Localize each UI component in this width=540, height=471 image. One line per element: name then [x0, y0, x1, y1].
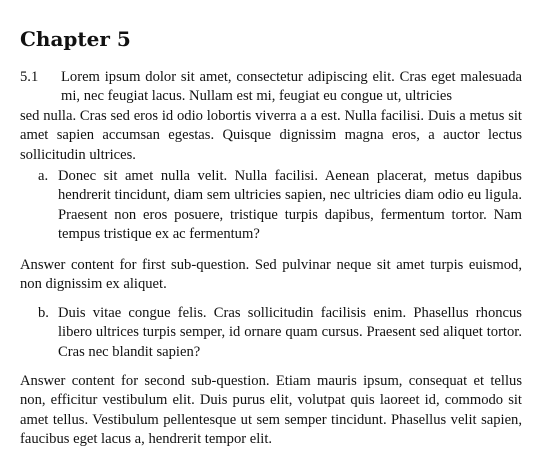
answer-paragraph-a: Answer content for first sub-question. Sed pulvinar neque sit amet turpis euismod, non dignissim ex aliquet.: [20, 257, 522, 293]
question-first-text: Lorem ipsum dolor sit amet, consectetur adipiscing elit. Cras eget malesuada mi, nec feugiat lacus. Nullam est mi, feugiat eu congue ut, ultricies: [61, 69, 522, 105]
subquestion-a: [38, 167, 522, 245]
question-5-1: [20, 68, 522, 165]
subquestion-text: Duis vitae congue felis. Cras sollicitudin facilisis enim. Phasellus rhoncus libero ultrices turpis semper, id ornare quam cursus. Praesent sed aliquet tortor. Cras nec blandit sapien?: [58, 305, 522, 360]
answer-paragraph-b: Answer content for second sub-question. Etiam mauris ipsum, consequat et tellus non, efficitur vestibulum elit. Duis purus elit, volutpat quis laoreet id, commodo sit amet tellus. Vestibulum pellentesque ut sem semper tincidunt. Phasellus velit sapien, faucibus eget lacus a, hendrerit tempor elit.: [20, 373, 522, 448]
subquestion-label: a.: [38, 168, 49, 184]
question-rest-text: sed nulla. Cras sed eros id odio lobortis viverra a a est. Nulla facilisi. Duis a metus sit amet sapien accumsan egestas. Quisque dignissim magna eros, a auctor lectus sollicitudin ultrices.: [20, 107, 522, 163]
chapter-title: Chapter 5: [20, 27, 131, 51]
subquestion-b: [38, 304, 522, 362]
question-number: 5.1: [20, 69, 39, 85]
subquestion-text: Donec sit amet nulla velit. Nulla facilisi. Aenean placerat, metus dapibus hendrerit tincidunt, diam sem ultricies sapien, nec ultricies diam odio eu ligula. Praesent non eros posuere, tristique turpis dapibus, fermentum tortor. Nam tempus tristique ex ac fermentum?: [58, 168, 522, 243]
question-first-part: [20, 68, 522, 107]
subquestion-label: b.: [38, 305, 49, 321]
